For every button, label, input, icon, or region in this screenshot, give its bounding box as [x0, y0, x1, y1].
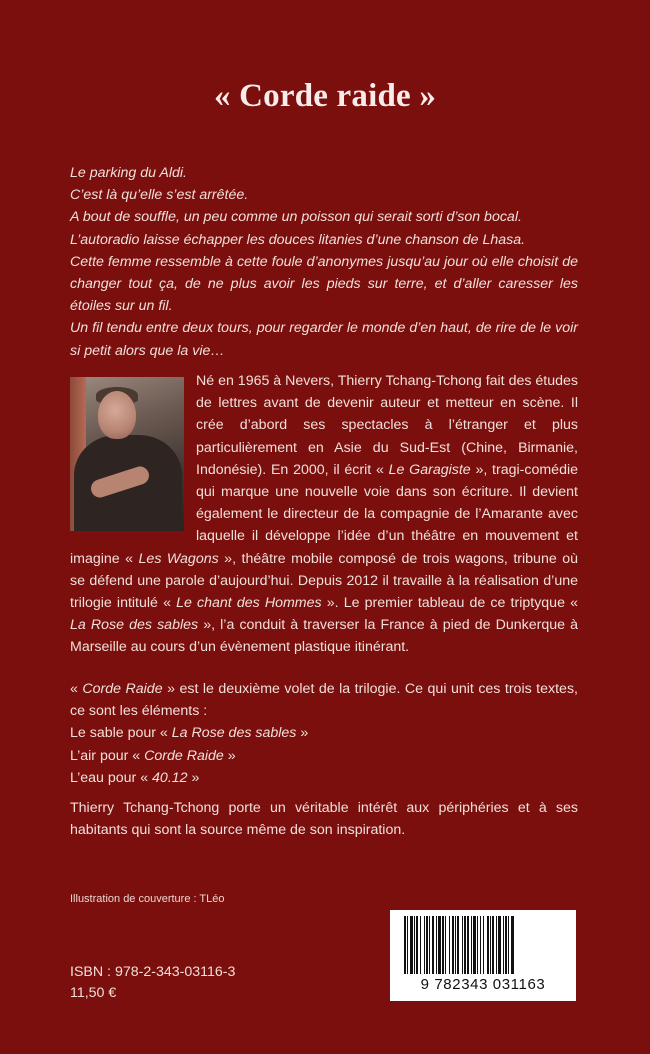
trilogy-note: [70, 678, 578, 789]
excerpt-line: C’est là qu’elle s’est arrêtée.: [70, 187, 249, 204]
author-photo: [70, 377, 184, 531]
excerpt-line: A bout de souffle, un peu comme un poisson qui serait sorti d’son bocal.: [70, 209, 522, 226]
excerpt-line: L’autoradio laisse échapper les douces litanies d’une chanson de Lhasa.: [70, 231, 526, 248]
excerpt-line: Un fil tendu entre deux tours, pour regarder le monde d’en haut, de rire de le voir si petit alors que la vie…: [70, 320, 578, 359]
trilogy-element: L’air pour « Corde Raide »: [70, 747, 236, 764]
trilogy-intro: « Corde Raide » est le deuxième volet de la trilogie. Ce qui unit ces trois textes, ce sont les éléments :: [70, 681, 578, 720]
trilogy-element: L’eau pour « 40.12 »: [70, 769, 200, 786]
excerpt-line: Cette femme ressemble à cette foule d’anonymes jusqu’au jour où elle choisit de changer tout ça, de ne plus avoir les pieds sur terre, et d’aller caresser les étoiles sur un fil.: [70, 253, 578, 315]
closing-paragraph: Thierry Tchang-Tchong porte un véritable intérêt aux périphéries et à ses habitants qui sont la source même de son inspiration.: [70, 800, 578, 839]
excerpt: [70, 162, 578, 362]
book-title: « Corde raide »: [213, 78, 437, 114]
illustration-credit: Illustration de couverture : TLéo: [70, 893, 225, 905]
trilogy-element: Le sable pour « La Rose des sables »: [70, 725, 309, 742]
barcode: [390, 910, 576, 1001]
price: 11,50 €: [70, 985, 117, 1001]
excerpt-line: Le parking du Aldi.: [70, 165, 187, 181]
author-bio: Né en 1965 à Nevers, Thierry Tchang-Tchong fait des études de lettres avant de devenir auteur et metteur en scène. Il crée d’abord ses spectacles à l’étranger et plus particulièrement en Asie du Sud-Est (Chine, Birmanie, Indonésie). En 2000, il écrit « Le Garagiste », tragi-comédie qui marque une nouvelle voie dans son écriture. Il devient également le directeur de la compagnie de l’Amarante avec laquelle il développe l’idée d’un théâtre en mouvement et imagine « Les Wagons », théâtre mobile composé de trois wagons, tribune où se défend une parole d’aujourd’hui. Depuis 2012 il travaille à la réalisation d’une trilogie intitulé « Le chant des Hommes ». Le premier tableau de ce triptyque « La Rose des sables », l’a conduit à traverser la France à pied de Dunkerque à Marseille au cours d’un évènement plastique itinérant.: [70, 373, 579, 656]
barcode-digits: 9 782343 031163: [420, 976, 546, 993]
barcode-bars: [390, 910, 576, 980]
isbn-number: ISBN : 978-2-343-03116-3: [70, 964, 236, 980]
isbn-block: [70, 962, 235, 1004]
